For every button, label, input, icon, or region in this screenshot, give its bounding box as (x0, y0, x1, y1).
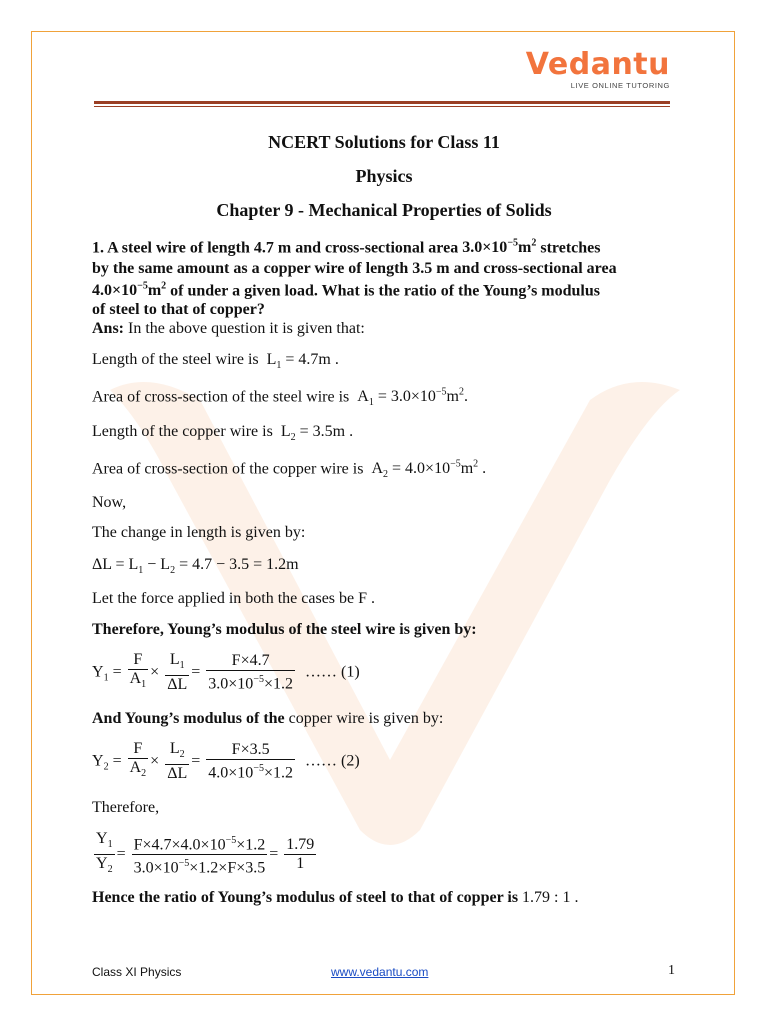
page-number: 1 (668, 963, 675, 978)
therefore-text: Therefore, (92, 799, 160, 816)
copper-area: Area of cross-section of the copper wire is $A_2 = 4.0\times 10^{-5}m^2$ . (92, 459, 487, 481)
steel-modulus-heading: Therefore, Young’s modulus of the steel wire is given by: (92, 621, 477, 638)
now-text: Now, (92, 494, 127, 511)
equation-2: $Y_2$ = $\frac{F}{A_2}$ × $\frac{L_2}{\Delta L}$ = $\frac{F\times 3.5}{4.0\times 10^{-5}\times 1.2}$ …… (2) (92, 740, 360, 783)
doc-title: NCERT Solutions for Class 11 (268, 132, 500, 152)
question-line-3: $4.0\times 10^{-5}m^2$ of under a given load. What is the ratio of the Young’s modulus (92, 281, 600, 300)
vedantu-link[interactable]: www.vedantu.com (331, 965, 429, 979)
equation-1: $Y_1$ = $\frac{F}{A_1}$ × $\frac{L_1}{\Delta L}$ = $\frac{F\times 4.7}{3.0\times 10^{-5}\times 1.2}$ …… (1) (92, 651, 360, 694)
brand-tagline: LIVE ONLINE TUTORING (570, 81, 670, 90)
footer-link[interactable] (331, 965, 428, 979)
question-line-4: of steel to that of copper? (92, 301, 265, 318)
steel-length: Length of the steel wire is $L_1 = 4.7m$ . (92, 351, 339, 372)
force-text: Let the force applied in both the cases be F . (92, 590, 376, 607)
question-line-2: by the same amount as a copper wire of length 3.5 m and cross-sectional area (92, 260, 617, 277)
header-rule-thin (94, 106, 670, 107)
subject-title: Physics (355, 166, 413, 186)
ratio-equation: $\frac{Y_1}{Y_2}$ = $\frac{F\times 4.7\times 4.0\times 10^{-5}\times 1.2}{3.0\times 10^{-5}\times 1.2\times F\times 3.5}$ = $\frac{1.79}{1}$ (96, 830, 315, 877)
copper-modulus-heading: And Young’s modulus of the copper wire is given by: (92, 710, 444, 727)
chapter-title: Chapter 9 - Mechanical Properties of Solids (216, 200, 552, 220)
header-rule (94, 101, 670, 104)
footer-class: Class XI Physics (92, 965, 182, 979)
answer-intro: Ans: In the above question it is given that: (92, 320, 365, 337)
question-line-1: 1. A steel wire of length 4.7 m and cross-sectional area $3.0\times 10^{-5}m^2$ stretches (92, 238, 601, 257)
vedantu-logo (526, 48, 670, 90)
change-text: The change in length is given by: (92, 524, 306, 541)
copper-length: Length of the copper wire is $L_2 = 3.5m$ . (92, 423, 354, 444)
delta-l-equation: $\Delta L = L_1 - L_2 = 4.7 - 3.5 = 1.2m$ (92, 556, 299, 577)
steel-area: Area of cross-section of the steel wire is $A_1 = 3.0\times 10^{-5}m^2$. (92, 387, 468, 409)
brand-name: Vedantu (525, 47, 670, 82)
conclusion: Hence the ratio of Young’s modulus of steel to that of copper is 1.79 : 1 . (92, 889, 579, 906)
